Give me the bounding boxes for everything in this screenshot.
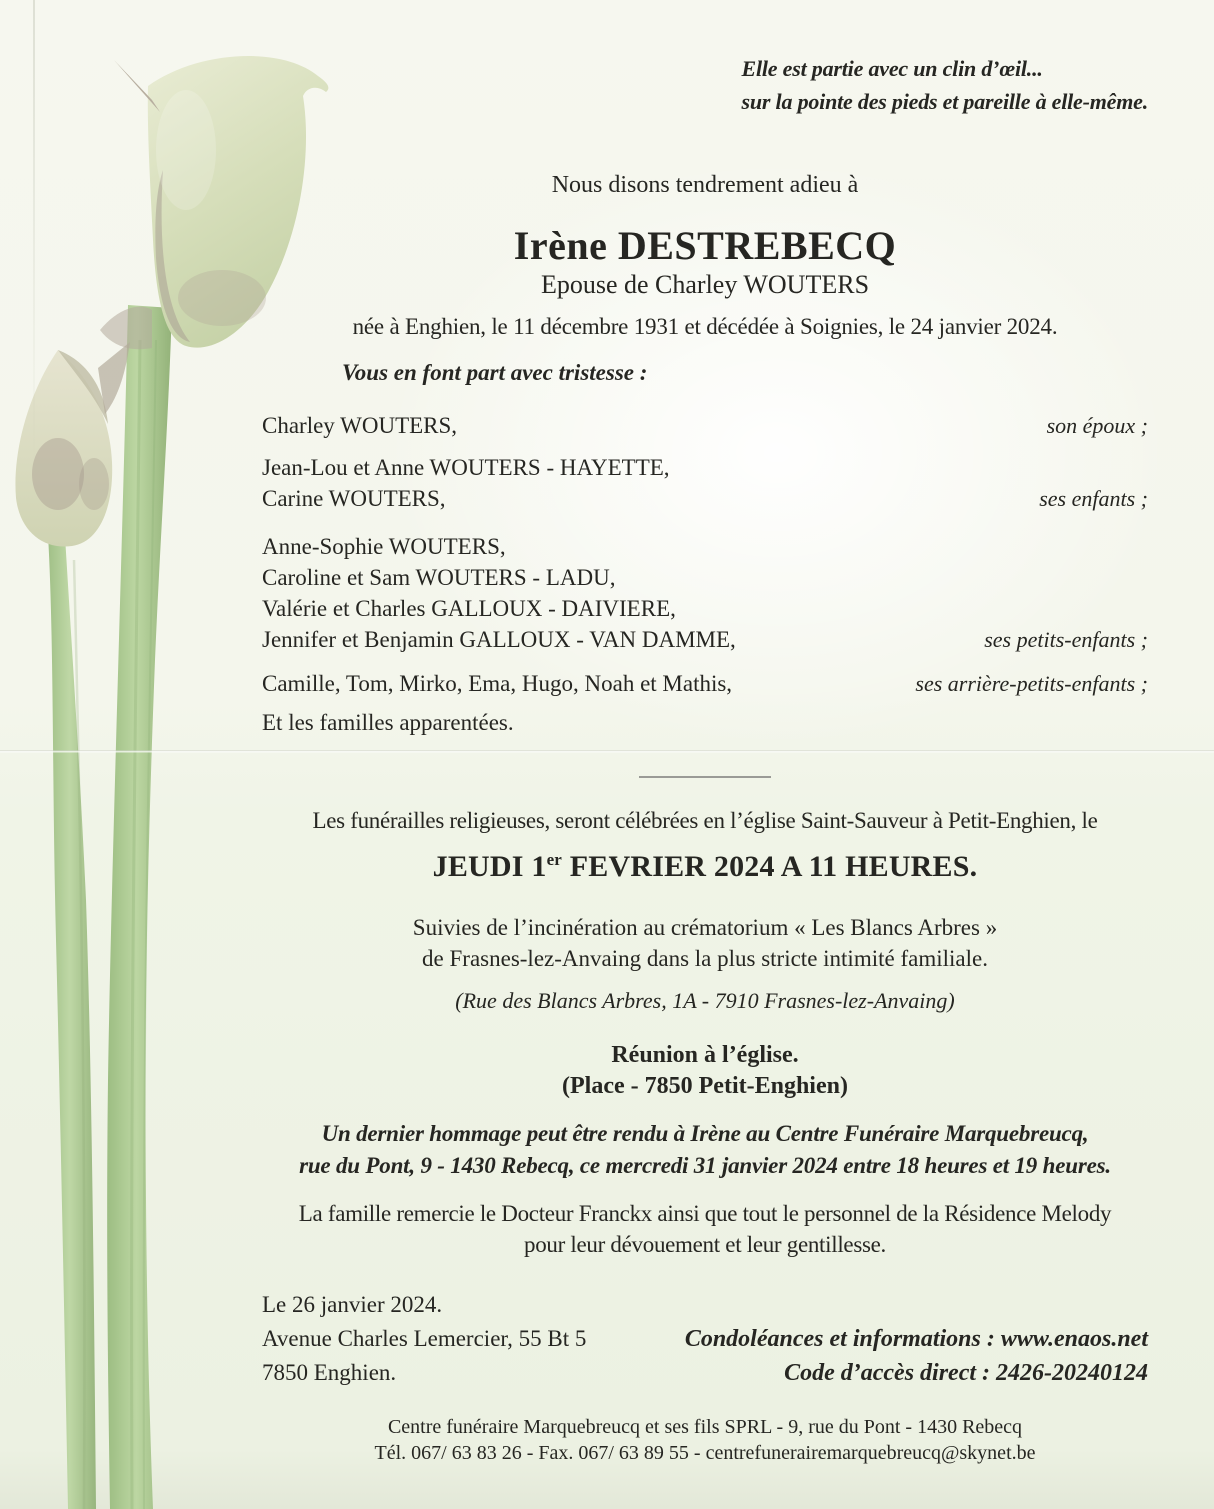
section-divider bbox=[639, 776, 771, 778]
family-name-line: Valérie et Charles GALLOUX - DAIVIERE, bbox=[262, 596, 676, 621]
meeting-line-1: Réunion à l’église. bbox=[611, 1042, 799, 1068]
family-relation: ses enfants ; bbox=[1039, 486, 1148, 511]
thanks-line-2: pour leur dévouement et leur gentillesse. bbox=[524, 1232, 886, 1257]
epigraph-line-1: Elle est partie avec un clin d’œil... bbox=[741, 56, 1043, 81]
announcement-lead: Vous en font part avec tristesse : bbox=[342, 360, 648, 385]
ceremony-date-rest: FEVRIER 2024 A 11 HEURES. bbox=[562, 850, 978, 883]
ceremony-datetime bbox=[262, 850, 1148, 884]
family-names bbox=[262, 531, 984, 655]
funeral-home-contact: Tél. 067/ 63 83 26 - Fax. 067/ 63 89 55 - centrefunerairemarquebreucq@skynet.be bbox=[374, 1442, 1036, 1464]
sender-address-line-1: Avenue Charles Lemercier, 55 Bt 5 bbox=[262, 1326, 587, 1351]
family-relation: son époux ; bbox=[1046, 413, 1148, 438]
family-name-line: Anne-Sophie WOUTERS, bbox=[262, 534, 506, 559]
family-group-great-grandchildren bbox=[262, 668, 1148, 699]
thanks-line-1: La famille remercie le Docteur Franckx ainsi que tout le personnel de la Résidence Melody bbox=[298, 1201, 1112, 1226]
card-body bbox=[262, 0, 1148, 1509]
access-code-line: Code d’accès direct : 2426-20240124 bbox=[784, 1360, 1148, 1386]
final-tribute bbox=[262, 1118, 1148, 1182]
family-thanks bbox=[262, 1198, 1148, 1260]
family-names bbox=[262, 668, 915, 699]
cremation-line-2: de Frasnes-lez-Anvaing dans la plus stricte intimité familiale. bbox=[422, 946, 988, 971]
meeting-line-2: (Place - 7850 Petit-Enghien) bbox=[562, 1073, 848, 1099]
family-names bbox=[262, 410, 1047, 441]
family-relation: ses arrière-petits-enfants ; bbox=[915, 671, 1148, 696]
ceremony-date-prefix: JEUDI 1 bbox=[432, 850, 547, 883]
intro-line: Nous disons tendrement adieu à bbox=[551, 172, 859, 198]
family-name-line: Charley WOUTERS, bbox=[262, 413, 458, 438]
family-name-line: Carine WOUTERS, bbox=[262, 486, 446, 511]
tribute-line-1: Un dernier hommage peut être rendu à Irène au Centre Funéraire Marquebreucq, bbox=[321, 1121, 1089, 1146]
church-meeting bbox=[262, 1040, 1148, 1102]
epigraph-line-2: sur la pointe des pieds et pareille à elle-même. bbox=[741, 89, 1148, 114]
family-group-children bbox=[262, 452, 1148, 514]
vertical-fold-crease bbox=[33, 0, 35, 470]
cremation-line-1: Suivies de l’incinération au crématorium « Les Blancs Arbres » bbox=[412, 915, 998, 940]
funeral-home-footer bbox=[262, 1414, 1148, 1466]
birth-death-line: née à Enghien, le 11 décembre 1931 et décédée à Soignies, le 24 janvier 2024. bbox=[352, 314, 1058, 339]
funeral-home-name: Centre funéraire Marquebreucq et ses fils SPRL - 9, rue du Pont - 1430 Rebecq bbox=[387, 1416, 1023, 1438]
family-group-grandchildren bbox=[262, 531, 1148, 655]
family-name-line: Jean-Lou et Anne WOUTERS - HAYETTE, bbox=[262, 455, 670, 480]
tribute-line-2: rue du Pont, 9 - 1430 Rebecq, ce mercredi 31 janvier 2024 entre 18 heures et 19 heures. bbox=[299, 1153, 1111, 1178]
condolences-info bbox=[685, 1322, 1148, 1390]
condolences-line: Condoléances et informations : www.enaos.net bbox=[684, 1326, 1148, 1352]
related-families-note: Et les familles apparentées. bbox=[262, 710, 514, 735]
spouse-line: Epouse de Charley WOUTERS bbox=[540, 270, 870, 299]
issue-date-address bbox=[262, 1288, 586, 1390]
issue-date: Le 26 janvier 2024. bbox=[262, 1292, 443, 1317]
funeral-intro-line: Les funérailles religieuses, seront célébrées en l’église Saint-Sauveur à Petit-Enghien, le bbox=[312, 808, 1098, 833]
family-relation: ses petits-enfants ; bbox=[984, 627, 1148, 652]
family-name-line: Camille, Tom, Mirko, Ema, Hugo, Noah et Mathis, bbox=[262, 671, 733, 696]
ceremony-date-ordinal: er bbox=[546, 850, 563, 869]
deceased-name: Irène DESTREBECQ bbox=[513, 223, 897, 268]
family-names bbox=[262, 452, 1039, 514]
crematorium-address: (Rue des Blancs Arbres, 1A - 7910 Frasnes-lez-Anvaing) bbox=[455, 988, 955, 1013]
family-name-line: Jennifer et Benjamin GALLOUX - VAN DAMME, bbox=[262, 627, 736, 652]
family-name-line: Caroline et Sam WOUTERS - LADU, bbox=[262, 565, 616, 590]
family-group-spouse bbox=[262, 410, 1148, 441]
cremation-details bbox=[262, 912, 1148, 974]
sender-address-line-2: 7850 Enghien. bbox=[262, 1360, 397, 1385]
